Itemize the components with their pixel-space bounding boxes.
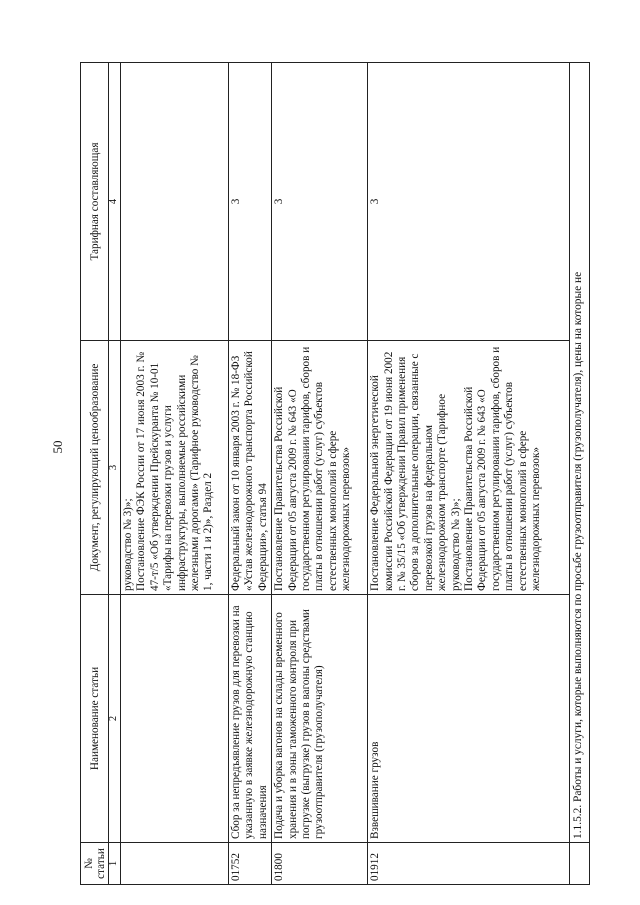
doc-line: Постановление ФЭК России от 17 июня 2003 г. № 47-т/5 «Об утверждении Прейскуранта № 10-01 «Тарифы на перевозки грузов и услуги инфраструктуры, выполняемые российскими железными дорогами» (Тарифное руководство № 1, части 1 и 2)», Раздел 2 bbox=[135, 351, 215, 591]
doc-line: Федеральный закон от 10 января 2003 г. № 18-ФЗ «Устав железнодорожного транспорта Российской Федерации», статья 94 bbox=[230, 351, 269, 591]
header-code: № статьи bbox=[81, 843, 109, 885]
table-row bbox=[229, 63, 272, 885]
table-frame bbox=[80, 63, 585, 885]
row-tariff: 3 bbox=[368, 63, 570, 341]
document-table bbox=[80, 63, 585, 885]
doc-line: Постановление Федеральной энергетической комиссии Российской Федерации от 19 июня 2002 г. № 35/15 «Об утверждении Правил применения сборов за дополнительные операции, связанные с перевозкой грузов на федеральном железнодорожном транспорте (Тарифное руководство № 3)»; bbox=[369, 351, 462, 591]
row-name: Подача и уборка вагонов на склады временного хранения и в зоны таможенного контроля при погрузке (выгрузке) грузов в вагоны средствами грузоотправителя (грузополучателя) bbox=[272, 595, 368, 843]
column-number: 3 bbox=[109, 341, 121, 595]
row-code: 01752 bbox=[229, 843, 272, 885]
row-code bbox=[121, 843, 229, 885]
row-doc bbox=[229, 341, 272, 595]
page-number: 50 bbox=[50, 440, 65, 454]
table-row bbox=[272, 63, 368, 885]
section-code-cell bbox=[570, 843, 590, 885]
row-code: 01912 bbox=[368, 843, 570, 885]
row-doc bbox=[121, 341, 229, 595]
header-name: Наименование статьи bbox=[81, 595, 109, 843]
header-doc: Документ, регулирующий ценообразование bbox=[81, 341, 109, 595]
doc-line: Постановление Правительства Российской Федерации от 05 августа 2009 г. № 643 «О государственном регулировании тарифов, сборов и платы в отношении работ (услуг) субъектов естественных монополий в сфере железнодорожных перевозок» bbox=[463, 346, 543, 591]
row-tariff bbox=[121, 63, 229, 341]
column-number: 2 bbox=[109, 595, 121, 843]
row-tariff: 3 bbox=[272, 63, 368, 341]
row-code: 01800 bbox=[272, 843, 368, 885]
row-tariff: 3 bbox=[229, 63, 272, 341]
header-tariff: Тарифная составляющая bbox=[81, 63, 109, 341]
section-heading: 1.1.5.2. Работы и услуги, которые выполняются по просьбе грузоотправителя (грузополучателя), цены на которые не bbox=[570, 63, 590, 843]
doc-line: Постановление Правительства Российской Федерации от 05 августа 2009 г. № 643 «О государственном регулировании тарифов, сборов и платы в отношении работ (услуг) субъектов естественных монополий в сфере железнодорожных перевозок» bbox=[273, 346, 353, 591]
column-number: 4 bbox=[109, 63, 121, 341]
row-name bbox=[121, 595, 229, 843]
row-doc bbox=[368, 341, 570, 595]
column-number: 1 bbox=[109, 843, 121, 885]
section-row bbox=[570, 63, 590, 885]
row-doc bbox=[272, 341, 368, 595]
row-name: Взвешивание грузов bbox=[368, 595, 570, 843]
doc-line: руководство № 3)»; bbox=[122, 498, 134, 591]
table-row bbox=[368, 63, 570, 885]
table-row bbox=[121, 63, 229, 885]
row-name: Сбор за непредъявление грузов для перевозки на указанную в заявке железнодорожную станцию назначения bbox=[229, 595, 272, 843]
